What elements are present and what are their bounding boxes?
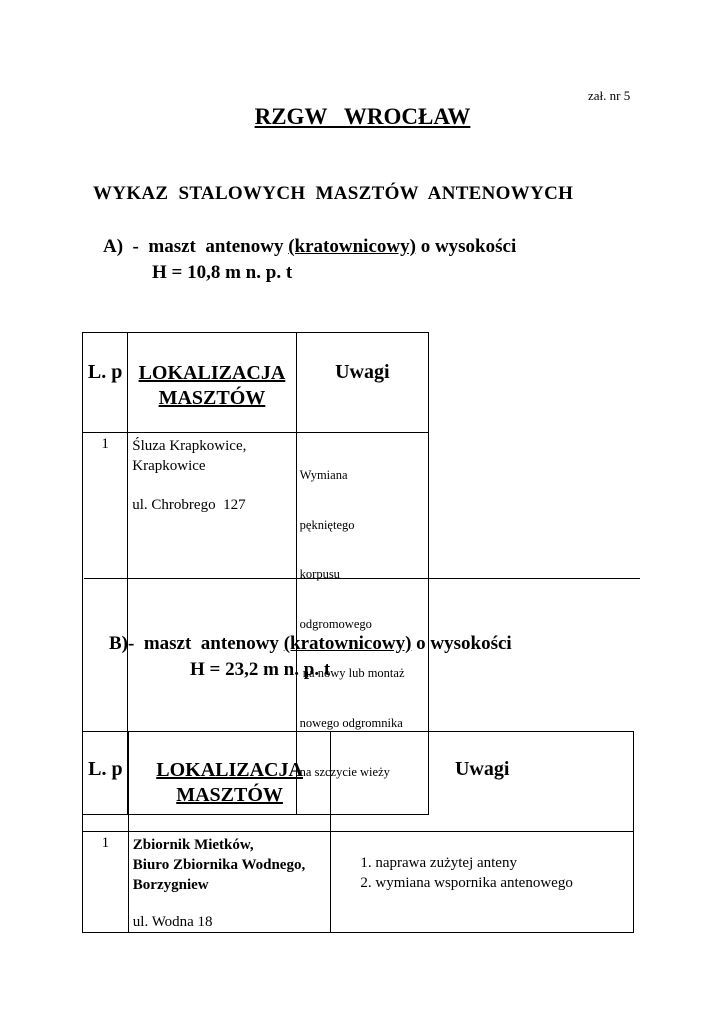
note-line: na nowy lub montaż <box>299 666 405 680</box>
section-a-height: H = 10,8 m n. p. t <box>152 262 293 283</box>
header-cell-lp <box>83 732 129 832</box>
section-a-type: (kratownicowy) <box>288 236 416 257</box>
header-lp: L. p <box>87 361 123 383</box>
header-cell-location <box>128 333 296 433</box>
note-line: odgromowego <box>299 616 372 631</box>
organization-text: RZGW WROCŁAW <box>254 104 471 129</box>
note-line: korpusu <box>299 567 340 581</box>
cell-lp <box>83 832 129 933</box>
header-location <box>128 333 295 411</box>
location-line2: Krapkowice <box>132 458 206 474</box>
header-cell-lp <box>83 333 128 433</box>
row-location <box>129 832 331 932</box>
list-item: 1. naprawa zużytej anteny <box>375 853 633 873</box>
header-lp: L. p <box>88 758 123 780</box>
header-notes: Uwagi <box>335 361 390 383</box>
location-line3: Borzygniew <box>132 877 209 893</box>
header-location-line1: LOKALIZACJA <box>156 759 303 781</box>
document-title: WYKAZ STALOWYCH MASZTÓW ANTENOWYCH <box>93 183 574 204</box>
header-cell-notes <box>296 333 428 433</box>
section-b-suffix: o wysokości <box>411 633 512 654</box>
notes-list <box>331 832 633 893</box>
location-address: ul. Wodna 18 <box>132 914 213 930</box>
location-line1: Zbiornik Mietków, <box>132 837 254 853</box>
note-line: Wymiana <box>299 468 348 482</box>
section-a-suffix: o wysokości <box>415 236 517 257</box>
table-header-row <box>83 333 429 433</box>
note-line: na szczycie wieży <box>299 765 390 779</box>
section-b-type: (kratownicowy) <box>283 633 412 654</box>
header-location-line2: MASZTÓW <box>176 784 283 806</box>
note-line: pękniętego <box>299 517 355 532</box>
header-location-line1: LOKALIZACJA <box>138 362 286 384</box>
row-location <box>128 433 295 515</box>
note-line: nowego odgromnika <box>299 715 403 730</box>
section-b-prefix: B)- maszt antenowy <box>109 633 284 654</box>
section-b-height: H = 23,2 m n. p. t <box>190 659 331 680</box>
header-notes: Uwagi <box>454 758 510 780</box>
header-location-line2: MASZTÓW <box>158 387 266 409</box>
location-line1: Śluza Krapkowice, <box>132 438 247 454</box>
header-cell-notes <box>331 732 634 832</box>
cell-location <box>128 832 331 933</box>
header-cell-location <box>128 732 331 832</box>
row-lp: 1 <box>101 835 110 851</box>
section-b-table <box>82 731 634 933</box>
cell-notes <box>331 832 634 933</box>
table-row <box>83 832 634 933</box>
attachment-number: zał. nr 5 <box>588 88 631 103</box>
location-address: ul. Chrobrego 127 <box>132 497 246 513</box>
organization-heading <box>0 104 725 130</box>
row-lp: 1 <box>101 436 109 452</box>
section-a-prefix: A) - maszt antenowy <box>103 236 289 257</box>
section-a-heading <box>103 234 516 260</box>
section-divider <box>84 578 640 579</box>
list-item: 2. wymiana wspornika antenowego <box>375 873 633 893</box>
table-header-row <box>83 732 634 832</box>
section-b-heading <box>109 631 512 657</box>
location-line2: Biuro Zbiornika Wodnego, <box>132 857 306 873</box>
header-location <box>129 732 331 808</box>
